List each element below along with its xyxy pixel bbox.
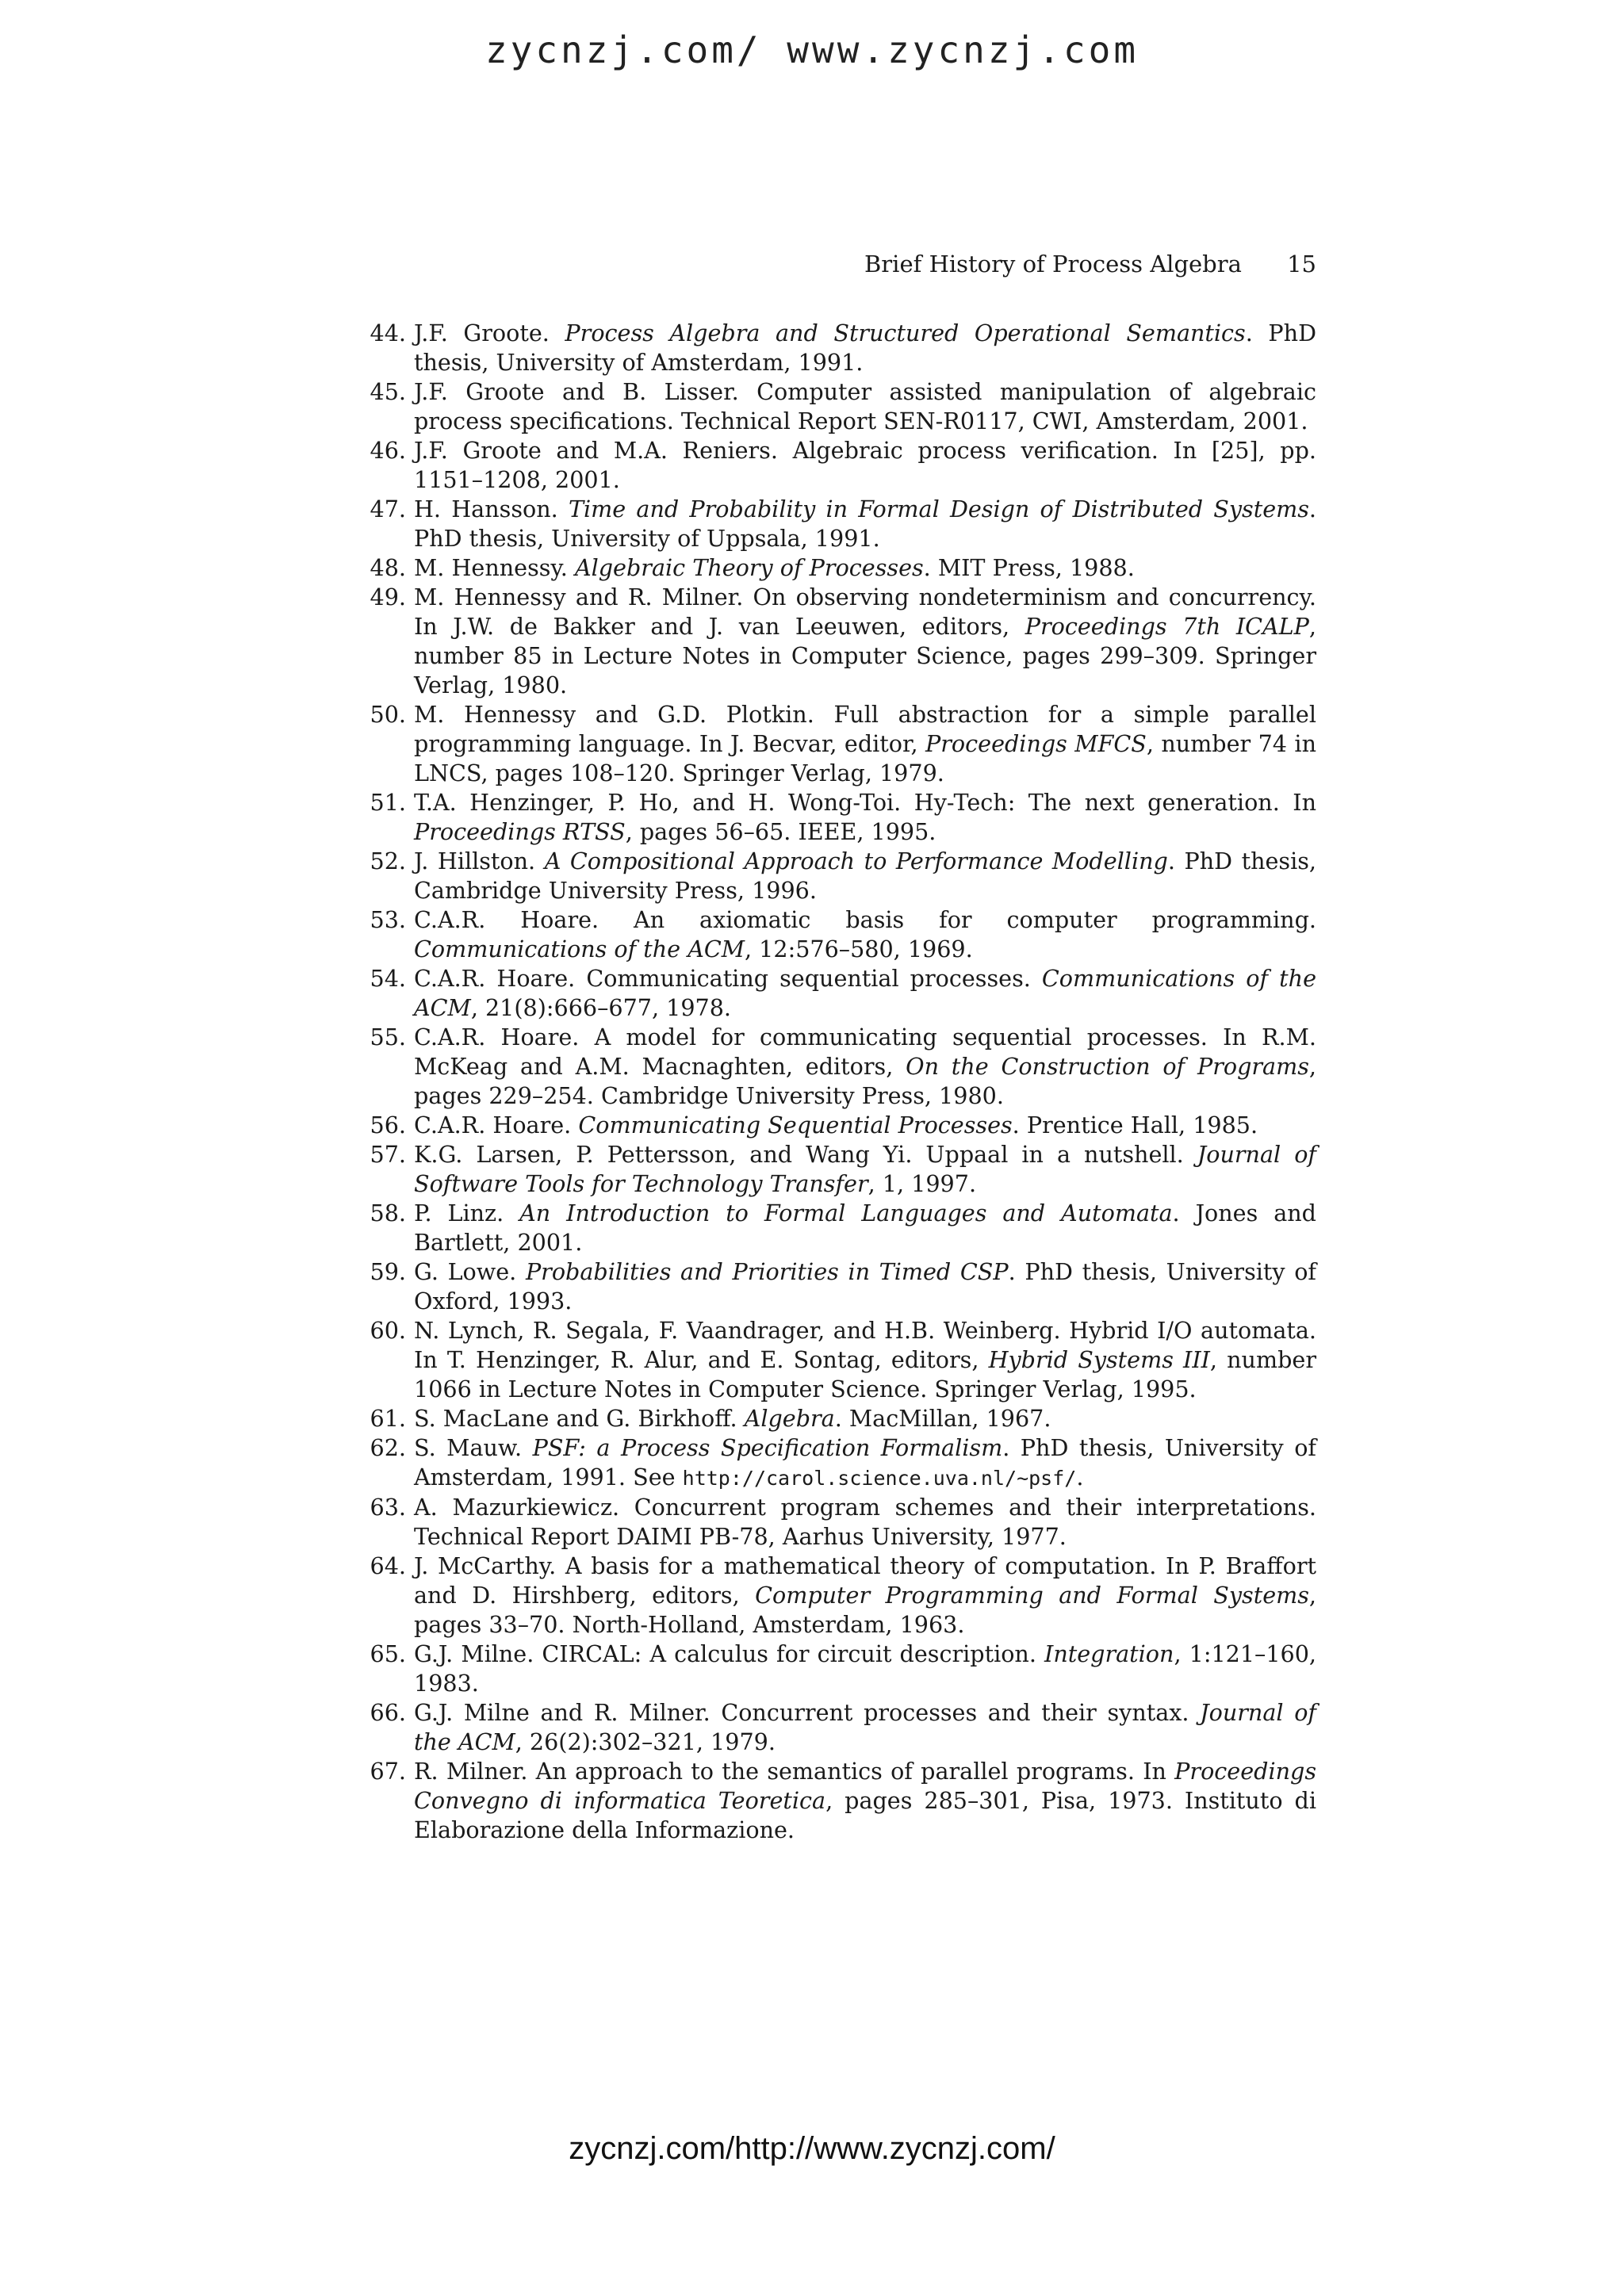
reference-number: 62.	[370, 1434, 406, 1461]
reference-item	[363, 1404, 1316, 1433]
reference-item	[363, 964, 1316, 1023]
reference-text: , 26(2):302–321, 1979.	[515, 1728, 776, 1755]
reference-item	[363, 700, 1316, 788]
reference-text: . PhD thesis, University of Uppsala, 1991.	[414, 496, 1316, 552]
reference-italic-text: Time and Probability in Formal Design of Distributed Systems	[568, 496, 1309, 522]
reference-text: . PhD thesis, University of Amsterdam, 1991. See	[414, 1434, 1316, 1490]
reference-number: 63.	[370, 1494, 406, 1521]
reference-text: N. Lynch, R. Segala, F. Vaandrager, and H.B. Weinberg. Hybrid I/O automata. In T. Henzinger, R. Alur, and E. Sontag, editors,	[414, 1317, 1316, 1373]
reference-text: C.A.R. Hoare.	[414, 1112, 579, 1138]
reference-number: 60.	[370, 1317, 406, 1344]
reference-list	[363, 319, 1316, 1845]
reference-text: C.A.R. Hoare. A model for communicating sequential processes. In R.M. McKeag and A.M. Macnaghten, editors,	[414, 1024, 1316, 1080]
reference-italic-text: Journal of Software Tools for Technology Transfer	[414, 1141, 1316, 1197]
reference-number: 65.	[370, 1640, 406, 1667]
reference-item	[363, 1493, 1316, 1552]
reference-number: 48.	[370, 554, 406, 581]
reference-italic-text: An Introduction to Formal Languages and Automata	[519, 1200, 1173, 1226]
reference-item	[363, 1140, 1316, 1199]
reference-text: J.F. Groote and B. Lisser. Computer assisted manipulation of algebraic process specifications. Technical Report SEN-R0117, CWI, Amsterdam, 2001.	[414, 378, 1316, 434]
watermark-bottom: zycnzj.com/http://www.zycnzj.com/	[569, 2131, 1055, 2166]
page-number: 15	[1287, 251, 1316, 277]
reference-text: . PhD thesis, Cambridge University Press, 1996.	[414, 848, 1316, 904]
reference-item	[363, 1640, 1316, 1698]
reference-text: K.G. Larsen, P. Pettersson, and Wang Yi. Uppaal in a nutshell.	[414, 1141, 1197, 1168]
reference-item	[363, 1433, 1316, 1493]
reference-italic-text: PSF: a Process Specification Formalism	[532, 1434, 1003, 1461]
reference-item	[363, 319, 1316, 377]
reference-text: , 12:576–580, 1969.	[745, 936, 973, 962]
reference-number: 64.	[370, 1552, 406, 1579]
reference-item	[363, 905, 1316, 964]
reference-item	[363, 436, 1316, 495]
reference-text: H. Hansson.	[414, 496, 569, 522]
reference-number: 52.	[370, 848, 406, 874]
running-head	[864, 251, 1316, 277]
reference-text: J. Hillston.	[414, 848, 545, 874]
reference-number: 61.	[370, 1405, 406, 1432]
watermark-top: zycnzj.com/ www.zycnzj.com	[485, 29, 1139, 71]
reference-number: 54.	[370, 965, 406, 992]
reference-number: 67.	[370, 1758, 406, 1785]
reference-text: C.A.R. Hoare. Communicating sequential processes.	[414, 965, 1042, 992]
reference-italic-text: Proceedings MFCS	[925, 730, 1147, 757]
reference-text: S. Mauw.	[414, 1434, 533, 1461]
reference-text: , pages 285–301, Pisa, 1973. Instituto di Elaborazione della Informazione.	[414, 1787, 1316, 1843]
reference-number: 57.	[370, 1141, 406, 1168]
reference-text: . Jones and Bartlett, 2001.	[414, 1200, 1316, 1256]
reference-text: M. Hennessy and G.D. Plotkin. Full abstraction for a simple parallel programming language. In J. Becvar, editor,	[414, 701, 1316, 757]
reference-item	[363, 1698, 1316, 1757]
reference-number: 50.	[370, 701, 406, 728]
reference-item	[363, 1023, 1316, 1111]
reference-italic-text: Communicating Sequential Processes	[578, 1112, 1013, 1138]
reference-text: M. Hennessy and R. Milner. On observing nondeterminism and concurrency. In J.W. de Bakker and J. van Leeuwen, editors,	[414, 584, 1316, 640]
reference-italic-text: Communications of the ACM	[414, 936, 745, 962]
reference-text: , number 85 in Lecture Notes in Computer Science, pages 299–309. Springer Verlag, 1980.	[414, 613, 1316, 698]
reference-italic-text: Process Algebra and Structured Operational Semantics	[565, 320, 1246, 346]
reference-text: J.F. Groote.	[414, 320, 565, 346]
reference-text: J.F. Groote and M.A. Reniers. Algebraic process verification. In [25], pp. 1151–1208, 2001.	[414, 437, 1316, 493]
reference-text: A. Mazurkiewicz. Concurrent program schemes and their interpretations. Technical Report DAIMI PB-78, Aarhus University, 1977.	[414, 1494, 1316, 1550]
reference-number: 44.	[370, 320, 406, 346]
reference-italic-text: Hybrid Systems III	[988, 1346, 1210, 1373]
reference-text: J. McCarthy. A basis for a mathematical theory of computation. In P. Braffort and D. Hirshberg, editors,	[414, 1552, 1316, 1609]
reference-text: C.A.R. Hoare. An axiomatic basis for computer programming.	[414, 906, 1316, 933]
reference-number: 66.	[370, 1699, 406, 1726]
reference-text: , 1:121–160, 1983.	[414, 1640, 1316, 1697]
reference-text: , pages 229–254. Cambridge University Press, 1980.	[414, 1053, 1316, 1109]
reference-italic-text: Journal of the ACM	[414, 1699, 1316, 1755]
reference-text: , 21(8):666–677, 1978.	[470, 994, 731, 1021]
reference-text: .	[1076, 1464, 1084, 1490]
reference-text: P. Linz.	[414, 1200, 520, 1226]
reference-italic-text: On the Construction of Programs	[906, 1053, 1309, 1080]
reference-item	[363, 1199, 1316, 1257]
reference-item	[363, 788, 1316, 847]
reference-text: , pages 33–70. North-Holland, Amsterdam, 1963.	[414, 1582, 1316, 1638]
running-head-title: Brief History of Process Algebra	[864, 251, 1242, 277]
reference-text: , 1, 1997.	[868, 1170, 977, 1197]
reference-number: 46.	[370, 437, 406, 464]
reference-item	[363, 1757, 1316, 1845]
reference-number: 47.	[370, 496, 406, 522]
reference-text: . MIT Press, 1988.	[923, 554, 1135, 581]
reference-text: . PhD thesis, University of Oxford, 1993.	[414, 1258, 1317, 1314]
reference-italic-text: A Compositional Approach to Performance Modelling	[544, 848, 1168, 874]
reference-italic-text: Communications of the ACM	[414, 965, 1316, 1021]
reference-text: , number 1066 in Lecture Notes in Computer Science. Springer Verlag, 1995.	[414, 1346, 1316, 1402]
reference-text: G.J. Milne. CIRCAL: A calculus for circuit description.	[414, 1640, 1045, 1667]
reference-text: . Prentice Hall, 1985.	[1012, 1112, 1258, 1138]
reference-text: , number 74 in LNCS, pages 108–120. Springer Verlag, 1979.	[414, 730, 1316, 786]
reference-number: 45.	[370, 378, 406, 405]
reference-italic-text: Algebra	[744, 1405, 835, 1432]
reference-text: M. Hennessy.	[414, 554, 575, 581]
reference-number: 56.	[370, 1112, 406, 1138]
reference-item	[363, 1316, 1316, 1404]
reference-item	[363, 847, 1316, 905]
reference-text: . MacMillan, 1967.	[834, 1405, 1051, 1432]
reference-text: S. MacLane and G. Birkhoff.	[414, 1405, 745, 1432]
reference-italic-text: Proceedings RTSS	[414, 818, 626, 845]
reference-text: R. Milner. An approach to the semantics of parallel programs. In	[414, 1758, 1175, 1785]
reference-item	[363, 553, 1316, 583]
reference-number: 49.	[370, 584, 406, 610]
reference-item	[363, 583, 1316, 700]
reference-number: 53.	[370, 906, 406, 933]
reference-italic-text: Computer Programming and Formal Systems	[755, 1582, 1309, 1609]
reference-url: http://carol.science.uva.nl/~psf/	[682, 1467, 1077, 1490]
reference-item	[363, 377, 1316, 436]
reference-item	[363, 1257, 1316, 1316]
reference-number: 58.	[370, 1200, 406, 1226]
reference-italic-text: Proceedings Convegno di informatica Teoretica	[414, 1758, 1316, 1814]
reference-text: T.A. Henzinger, P. Ho, and H. Wong-Toi. Hy-Tech: The next generation. In	[414, 789, 1316, 816]
reference-item	[363, 1552, 1316, 1640]
reference-text: G. Lowe.	[414, 1258, 526, 1285]
reference-number: 51.	[370, 789, 406, 816]
reference-text: , pages 56–65. IEEE, 1995.	[625, 818, 936, 845]
reference-text: G.J. Milne and R. Milner. Concurrent processes and their syntax.	[414, 1699, 1201, 1726]
reference-number: 59.	[370, 1258, 406, 1285]
reference-item	[363, 495, 1316, 553]
reference-italic-text: Probabilities and Priorities in Timed CSP	[525, 1258, 1009, 1285]
reference-item	[363, 1111, 1316, 1140]
reference-number: 55.	[370, 1024, 406, 1050]
reference-italic-text: Proceedings 7th ICALP	[1025, 613, 1309, 640]
reference-italic-text: Integration	[1044, 1640, 1174, 1667]
reference-italic-text: Algebraic Theory of Processes	[574, 554, 924, 581]
reference-text: . PhD thesis, University of Amsterdam, 1991.	[414, 320, 1316, 376]
